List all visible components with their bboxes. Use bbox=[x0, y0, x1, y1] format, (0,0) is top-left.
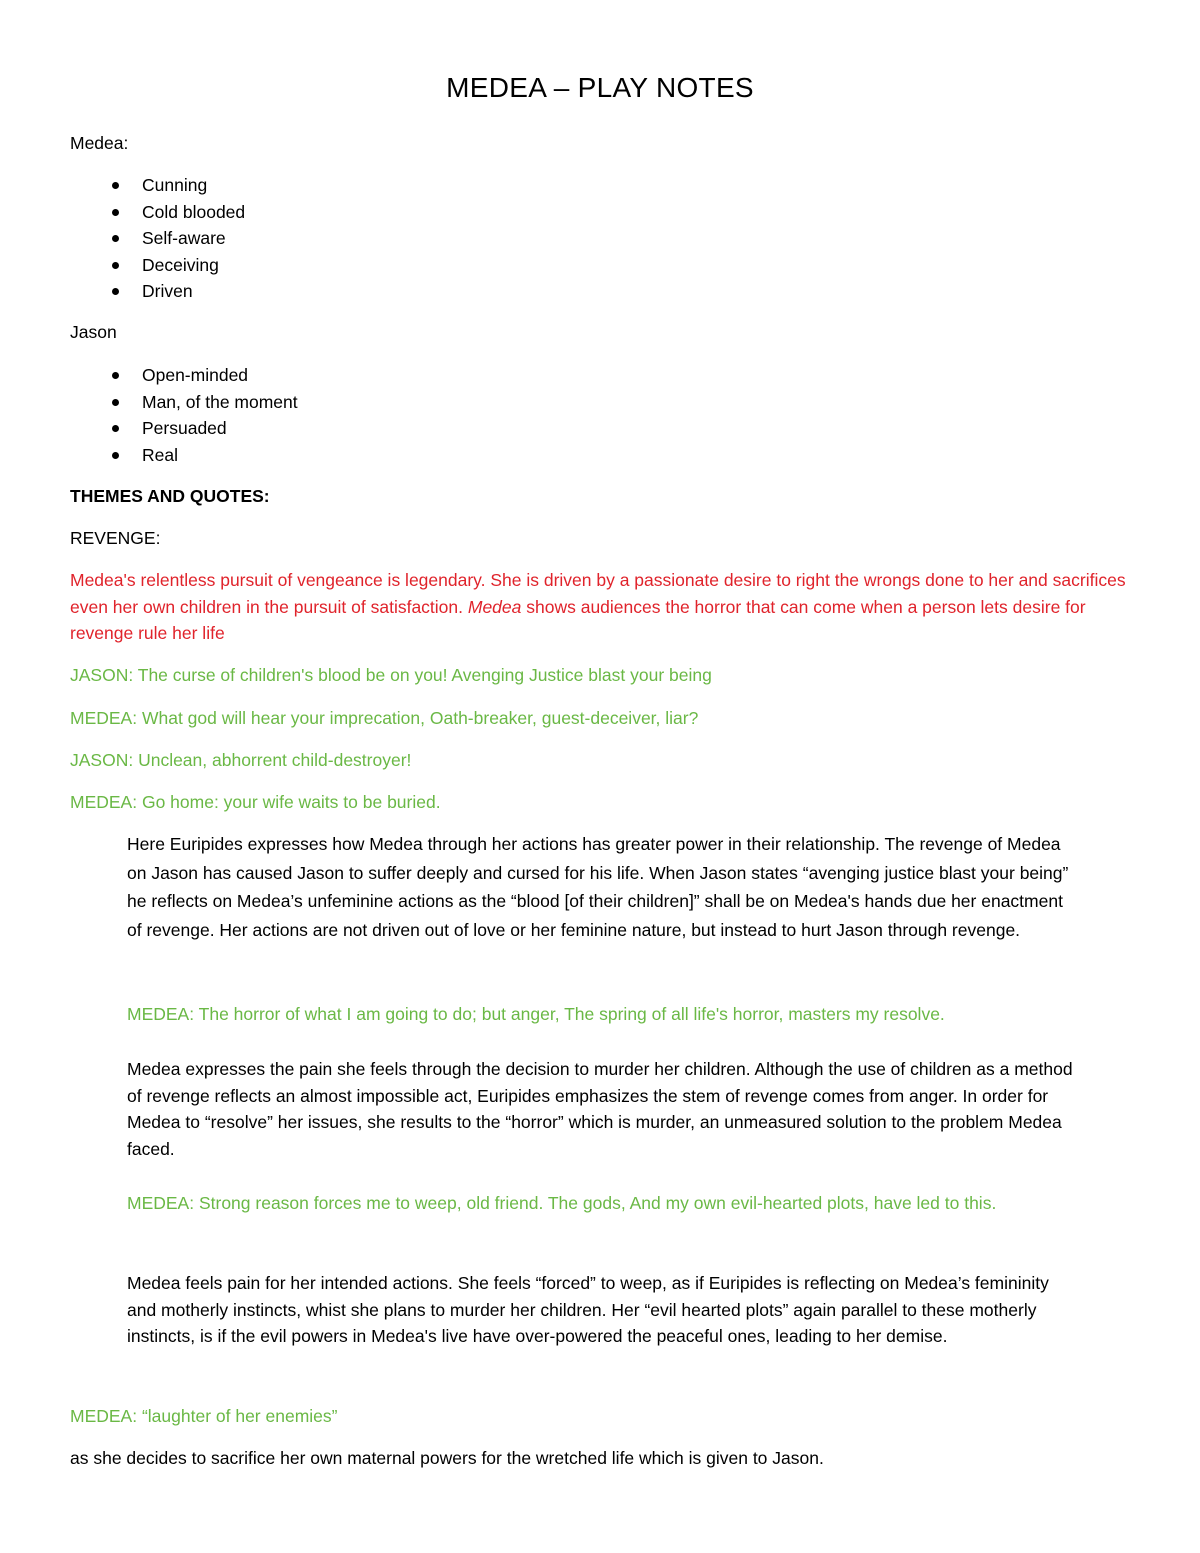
document-title: MEDEA – PLAY NOTES bbox=[446, 72, 754, 103]
list-item bbox=[70, 442, 298, 469]
quote-medea-imprecation: MEDEA: What god will hear your imprecation, Oath-breaker, guest-deceiver, liar? bbox=[70, 708, 699, 728]
bullet-icon bbox=[112, 288, 119, 295]
bullet-icon bbox=[112, 425, 119, 432]
jason-traits-list bbox=[70, 362, 298, 468]
medea-traits-list bbox=[70, 172, 245, 305]
list-item bbox=[70, 252, 245, 279]
quote-medea-horror: MEDEA: The horror of what I am going to do; but anger, The spring of all life's horror, masters my resolve. bbox=[127, 1004, 945, 1024]
list-item bbox=[70, 278, 245, 305]
intro-text: shows audiences the horror that can come when a person lets desire for revenge rule her life bbox=[70, 596, 1086, 644]
intro-text: Medea's relentless pursuit of vengeance is legendary. She is driven by a passionate desire to right the wrongs done to her and sacrifices even her own children in the pursuit of satisfaction. bbox=[70, 570, 1126, 617]
quote-medea-strong-reason: MEDEA: Strong reason forces me to weep, old friend. The gods, And my own evil-hearted plots, have led to this. bbox=[127, 1193, 997, 1213]
list-item-label: Open-minded bbox=[142, 365, 249, 385]
jason-heading: Jason bbox=[70, 322, 117, 342]
bullet-icon bbox=[112, 182, 119, 189]
list-item-label: Deceiving bbox=[142, 254, 219, 275]
revenge-heading: REVENGE: bbox=[70, 528, 161, 548]
bullet-icon bbox=[112, 372, 119, 379]
list-item-label: Real bbox=[142, 444, 178, 465]
list-item-label: Self-aware bbox=[142, 228, 226, 249]
list-item-label: Cold blooded bbox=[142, 201, 246, 222]
list-item-label: Persuaded bbox=[142, 418, 227, 439]
bullet-icon bbox=[112, 235, 119, 242]
list-item bbox=[70, 389, 298, 416]
analysis-paragraph-4: as she decides to sacrifice her own maternal powers for the wretched life which is given to Jason. bbox=[70, 1448, 824, 1468]
bullet-icon bbox=[112, 399, 119, 406]
bullet-icon bbox=[112, 452, 119, 459]
quote-jason-curse: JASON: The curse of children's blood be on you! Avenging Justice blast your being bbox=[70, 665, 712, 685]
list-item bbox=[70, 199, 245, 226]
list-item-label: Driven bbox=[142, 281, 193, 302]
list-item bbox=[70, 225, 245, 252]
quote-medea-go-home: MEDEA: Go home: your wife waits to be buried. bbox=[70, 792, 441, 812]
themes-heading: THEMES AND QUOTES: bbox=[70, 486, 270, 506]
quote-jason-unclean: JASON: Unclean, abhorrent child-destroyer! bbox=[70, 750, 412, 770]
list-item bbox=[70, 362, 298, 389]
analysis-paragraph-2: Medea expresses the pain she feels through the decision to murder her children. Although the use of children as a method of revenge reflects an almost impossible act, Euripides emphasizes the stem of revenge comes from anger. In order for Medea to “resolve” her issues, she results to the “horror” which is murder, an unmeasured solution to the problem Medea faced. bbox=[127, 1059, 1073, 1159]
quote-medea-laughter: MEDEA: “laughter of her enemies” bbox=[70, 1406, 338, 1426]
intro-italic-title: Medea bbox=[467, 596, 522, 617]
list-item-label: Cunning bbox=[142, 175, 208, 195]
medea-heading: Medea: bbox=[70, 133, 129, 153]
list-item-label: Man, of the moment bbox=[142, 391, 298, 412]
bullet-icon bbox=[112, 262, 119, 269]
list-item bbox=[70, 172, 245, 199]
revenge-intro-paragraph bbox=[70, 567, 1140, 647]
bullet-icon bbox=[112, 209, 119, 216]
analysis-paragraph-1: Here Euripides expresses how Medea through her actions has greater power in their relationship. The revenge of Medea on Jason has caused Jason to suffer deeply and cursed for his life. When Jason states “avenging justice blast your being” he reflects on Medea’s unfeminine actions as the “blood [of their children]” shall be on Medea's hands due her enactment of revenge. Her actions are not driven out of love or her feminine nature, but instead to hurt Jason through revenge. bbox=[127, 834, 1069, 941]
analysis-paragraph-3: Medea feels pain for her intended actions. She feels “forced” to weep, as if Euripides is reflecting on Medea’s femininity and motherly instincts, whist she plans to murder her children. Her “evil hearted plots” again parallel to these motherly instincts, is if the evil powers in Medea's live have over-powered the peaceful ones, leading to her demise. bbox=[127, 1273, 1049, 1347]
list-item bbox=[70, 415, 298, 442]
